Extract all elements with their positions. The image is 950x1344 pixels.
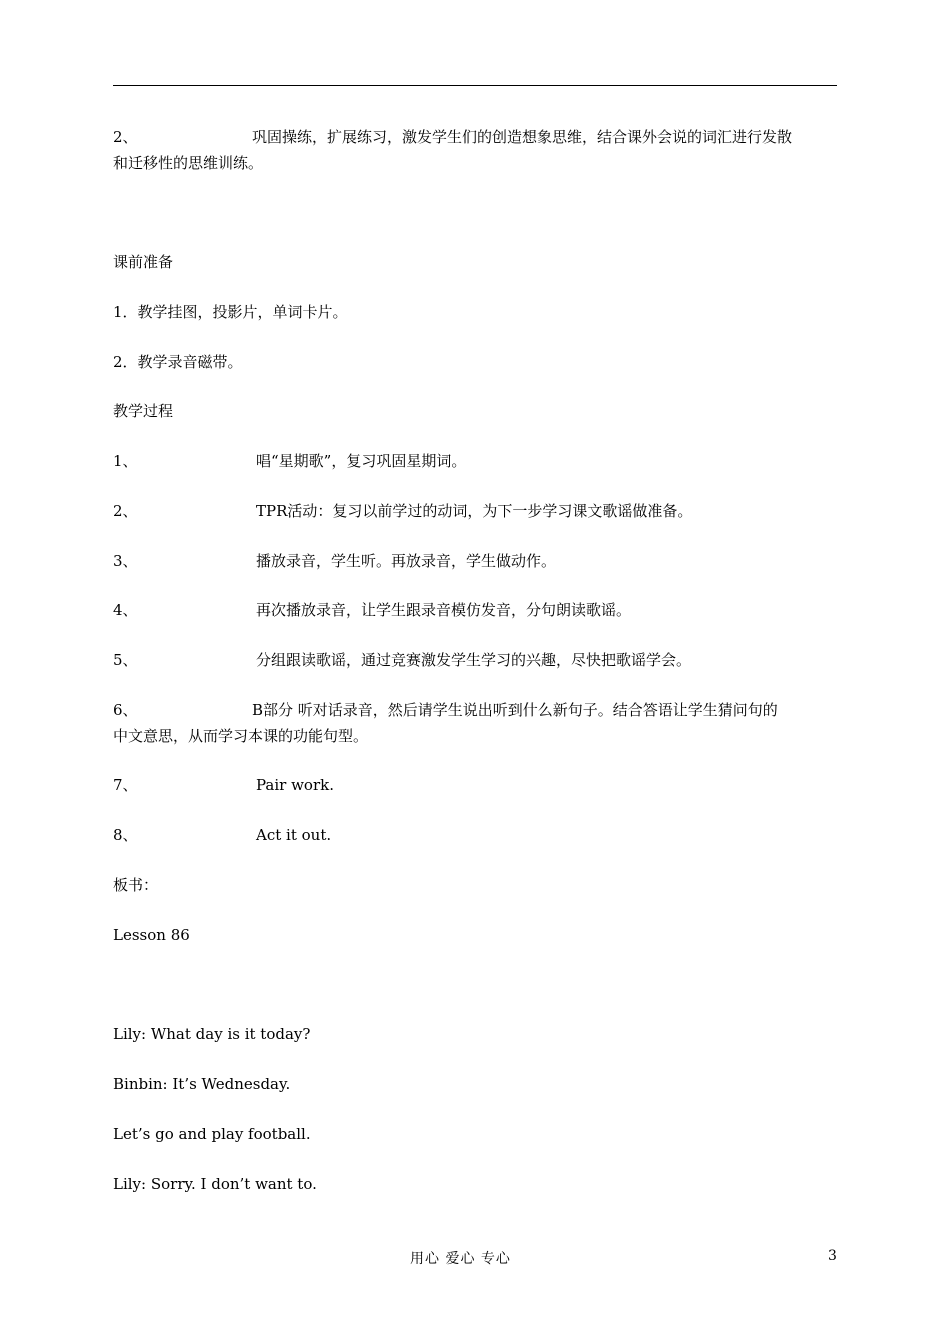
process-step <box>113 551 138 571</box>
process-step-text: B部分 听对话录音，然后请学生说出听到什么新句子。结合答语让学生猜问句的 <box>252 701 778 719</box>
objective-2-text-line1: 巩固操练，扩展练习，激发学生们的创造想象思维，结合课外会说的词汇进行发散 <box>252 128 793 146</box>
objective-2-number: 2、 <box>113 128 138 146</box>
preparation-item: 1．教学挂图，投影片，单词卡片。 <box>113 303 348 321</box>
process-heading: 教学过程 <box>113 402 174 420</box>
process-step-text: 播放录音，学生听。再放录音，学生做动作。 <box>256 552 557 570</box>
process-step-number: 4、 <box>113 601 138 619</box>
board-lesson-title: Lesson 86 <box>113 926 190 944</box>
process-step-text-continued: 中文意思，从而学习本课的功能句型。 <box>113 727 369 745</box>
process-step-number: 6、 <box>113 701 138 719</box>
dialogue-line: Binbin: It’s Wednesday. <box>113 1075 291 1093</box>
dialogue-line: Let’s go and play football. <box>113 1125 311 1143</box>
process-step-number: 7、 <box>113 776 138 794</box>
process-step-number: 3、 <box>113 552 138 570</box>
dialogue-line: Lily: Sorry. I don’t want to. <box>113 1175 317 1193</box>
process-step <box>113 600 138 620</box>
process-step <box>113 650 138 670</box>
process-step <box>113 775 138 795</box>
footer-motto: 用心 爱心 专心 <box>410 1251 511 1267</box>
preparation-item: 2．教学录音磁带。 <box>113 353 243 371</box>
objective-2 <box>113 127 138 147</box>
process-step-number: 2、 <box>113 502 138 520</box>
process-step-number: 5、 <box>113 651 138 669</box>
dialogue-line: Lily: What day is it today? <box>113 1025 311 1043</box>
process-step <box>113 825 138 845</box>
board-heading: 板书： <box>113 876 159 894</box>
process-step <box>113 451 138 471</box>
objective-2-text-line2: 和迁移性的思维训练。 <box>113 154 264 172</box>
process-step-text: TPR活动：复习以前学过的动词，为下一步学习课文歌谣做准备。 <box>256 502 693 520</box>
process-step <box>113 700 138 720</box>
header-rule <box>113 85 837 86</box>
process-step-text: 分组跟读歌谣，通过竞赛激发学生学习的兴趣，尽快把歌谣学会。 <box>256 651 692 669</box>
process-step <box>113 501 138 521</box>
process-step-text: 唱“星期歌”，复习巩固星期词。 <box>256 452 467 470</box>
process-step-text: 再次播放录音，让学生跟录音模仿发音，分句朗读歌谣。 <box>256 601 632 619</box>
page-number: 3 <box>828 1248 837 1264</box>
process-step-text: Pair work. <box>256 776 334 794</box>
process-step-number: 1、 <box>113 452 138 470</box>
process-step-text: Act it out. <box>256 826 332 844</box>
preparation-heading: 课前准备 <box>113 253 174 271</box>
process-step-number: 8、 <box>113 826 138 844</box>
